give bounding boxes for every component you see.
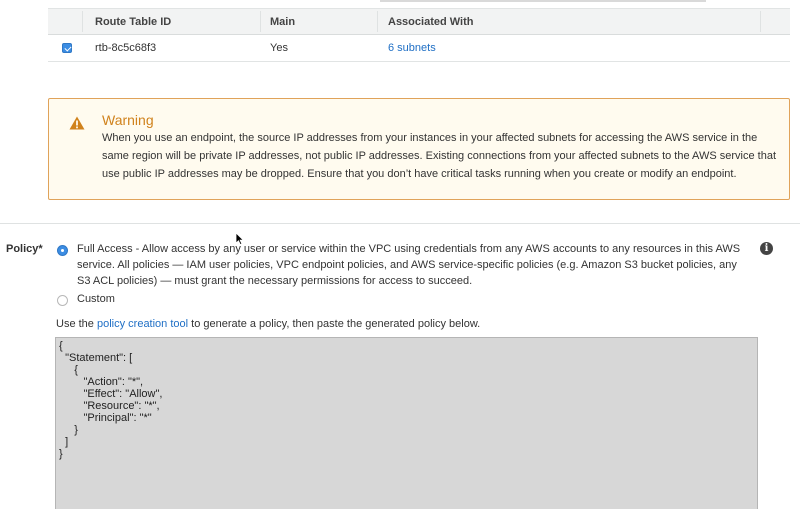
column-header-route-table-id[interactable]: Route Table ID <box>95 15 172 28</box>
policy-help-text <box>56 318 480 330</box>
associated-subnets-link[interactable]: 6 subnets <box>388 42 436 54</box>
policy-creation-tool-link[interactable]: policy creation tool <box>96 318 189 330</box>
column-separator <box>260 11 261 32</box>
column-header-main[interactable]: Main <box>270 15 296 28</box>
warning-box <box>48 98 790 200</box>
column-header-associated-with[interactable]: Associated With <box>388 15 474 28</box>
main-value: Yes <box>270 42 288 54</box>
table-row[interactable] <box>48 35 790 62</box>
custom-radio[interactable] <box>57 295 68 306</box>
row-select-checkbox[interactable] <box>62 43 72 53</box>
column-separator <box>82 11 83 32</box>
help-suffix: to generate a policy, then paste the generated policy below. <box>191 318 481 330</box>
route-table-id: rtb-8c5c68f3 <box>95 42 157 54</box>
warning-title: Warning <box>102 112 154 128</box>
policy-label: Policy* <box>6 243 43 255</box>
dropdown-shadow <box>380 0 706 2</box>
policy-document-textarea[interactable]: { "Statement": [ { "Action": "*", "Effect": "Allow", "Resource": "*", "Principal": "*" } ] } <box>55 337 758 509</box>
column-separator <box>760 11 761 32</box>
warning-icon <box>69 116 85 130</box>
info-icon[interactable]: i <box>760 242 773 255</box>
route-table-header <box>48 8 790 35</box>
full-access-label[interactable]: Full Access - Allow access by any user or service within the VPC using credentials from any AWS accounts to any resources in this AWS service. All policies — IAM user policies, VPC endpoint policies, and AWS service-specific policies (e.g. Amazon S3 bucket policies, any S3 ACL policies) — must grant the necessary permissions for access to succeed. <box>77 243 741 287</box>
help-prefix: Use the <box>56 318 94 330</box>
custom-label[interactable]: Custom <box>77 293 115 305</box>
section-divider <box>0 223 800 224</box>
warning-text: When you use an endpoint, the source IP addresses from your instances in your affected subnets for accessing the AWS service in the same region will be private IP addresses, not public IP addresses. Existing connections from your affected subnets to the AWS service that use public IP addresses may be dropped. Ensure that you don’t have critical tasks running when you create or modify an endpoint. <box>102 132 777 180</box>
route-table <box>48 8 790 62</box>
column-separator <box>377 11 378 32</box>
full-access-radio[interactable] <box>57 245 68 256</box>
